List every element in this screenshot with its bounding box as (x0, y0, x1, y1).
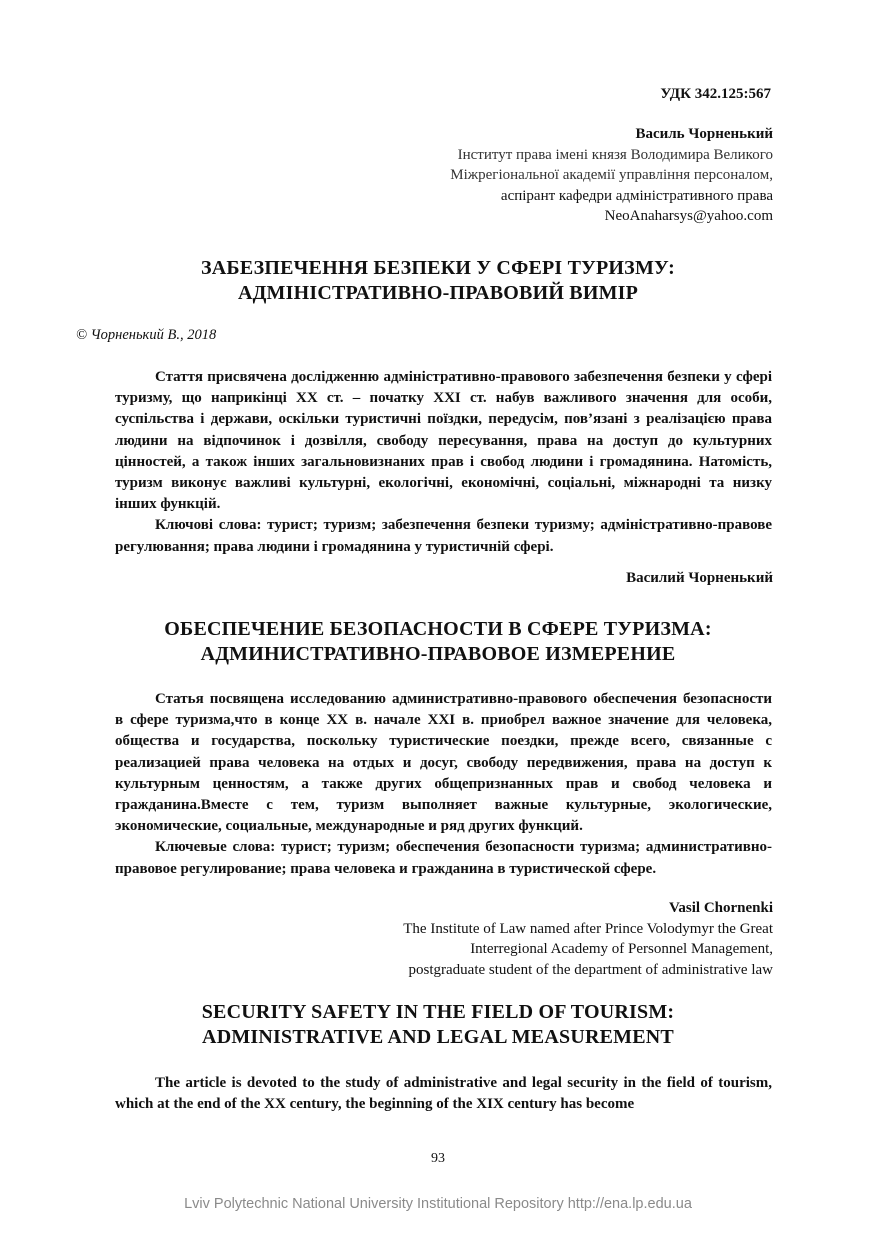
ru-title (0, 617, 876, 667)
ua-title (0, 256, 876, 306)
en-affiliation-line-2: Interregional Academy of Personnel Management, (470, 941, 773, 957)
ru-abstract-block (115, 689, 772, 880)
udk-code: УДК 342.125:567 (660, 86, 771, 102)
ua-affiliation-line-1: Інститут права імені князя Володимира Великого (457, 146, 773, 163)
en-title (0, 1000, 876, 1050)
ru-author-name: Василий Чорненький (626, 570, 773, 586)
ua-title-line-2: АДМІНІСТРАТИВНО-ПРАВОВИЙ ВИМІР (237, 282, 639, 304)
ru-title-line-2: АДМИНИСТРАТИВНО-ПРАВОВОЕ ИЗМЕРЕНИЕ (200, 643, 676, 665)
en-author-position: postgraduate student of the department of administrative law (408, 961, 773, 978)
en-title-line-2: ADMINISTRATIVE AND LEGAL MEASUREMENT (202, 1026, 674, 1048)
repository-footer: Lviv Polytechnic National University Institutional Repository http://ena.lp.edu.ua (184, 1196, 692, 1212)
ua-author-email: NeoAnaharsys@yahoo.com (604, 208, 773, 224)
ua-abstract-block (115, 367, 772, 558)
en-author-name: Vasil Chornenki (668, 900, 773, 916)
en-affiliation-line-1: The Institute of Law named after Prince Volodymyr the Great (403, 920, 773, 937)
ua-author-position: аспірант кафедри адміністративного права (500, 187, 773, 204)
ua-title-line-1: ЗАБЕЗПЕЧЕННЯ БЕЗПЕКИ У СФЕРІ ТУРИЗМУ: (201, 257, 675, 279)
ru-keywords: Ключевые слова: турист; туризм; обеспечения безопасности туризма; административно-правовое регулирование; права человека и гражданина в туристической сфере. (115, 839, 772, 877)
page-number: 93 (431, 1151, 445, 1166)
ua-affiliation-line-2: Міжрегіональної академії управління персоналом, (450, 167, 773, 183)
en-abstract-block (115, 1073, 772, 1115)
ua-author-name: Василь Чорненький (635, 126, 773, 142)
en-abstract: The article is devoted to the study of administrative and legal security in the field of tourism, which at the end of the XX century, the beginning of the XIX century has become (115, 1075, 772, 1113)
ru-abstract: Статья посвящена исследованию административно-правового обеспечения безопасности в сфере туризма,что в конце XX в. начале XXI в. приобрел важное значение для человека, общества и государства, поскольку туристические поездки, прежде всего, связанные с реализацией права человека на отдых и досуг, свободу передвижения, права на доступ к культурным ценностям, а также других общепризнанных прав и свобод человека и гражданина.Вместе с тем, туризм выполняет важные культурные, экологические, экономические, социальные, международные и ряд других функций. (115, 691, 772, 835)
ru-title-line-1: ОБЕСПЕЧЕНИЕ БЕЗОПАСНОСТИ В СФЕРЕ ТУРИЗМА: (164, 618, 712, 640)
copyright-notice: © Чорненький В., 2018 (76, 327, 217, 343)
en-title-line-1: SECURITY SAFETY IN THE FIELD OF TOURISM: (201, 1001, 675, 1023)
en-author-block (403, 898, 773, 980)
ua-keywords: Ключові слова: турист; туризм; забезпечення безпеки туризму; адміністративно-правове регулювання; права людини і громадянина у туристичній сфері. (115, 517, 772, 555)
ua-abstract: Стаття присвячена дослідженню адміністративно-правового забезпечення безпеки у сфері туризму, що наприкінці XX ст. – початку XXI ст. набув важливого значення для особи, суспільства і держави, оскільки туристичні поїздки, передусім, пов’язані з реалізацією права людини на відпочинок і дозвілля, свободу пересування, права на доступ до культурних цінностей, а також інших загальновизнаних прав і свобод людини і громадянина. Натомість, туризм виконує важливі культурні, екологічні, економічні, соціальні, міжнародні та низку інших функцій. (115, 369, 772, 513)
ua-author-block (450, 124, 773, 227)
